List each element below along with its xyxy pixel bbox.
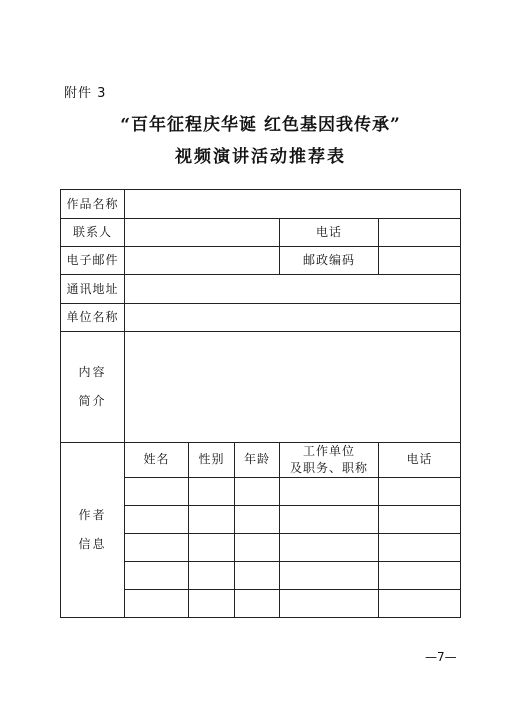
unit-field[interactable] [125,304,461,332]
author-name-cell[interactable] [125,589,189,617]
contact-label: 联系人 [61,219,125,247]
row-contact [61,219,461,247]
author-age-cell[interactable] [235,477,280,505]
col-age-header: 年龄 [235,443,280,478]
col-work-unit-line2: 及职务、职称 [289,460,368,475]
address-label: 通讯地址 [61,275,125,304]
author-label-line1: 作者 [78,508,107,522]
author-work-unit-cell[interactable] [280,477,379,505]
author-age-cell[interactable] [235,589,280,617]
col-work-unit-line1: 工作单位 [302,444,355,458]
author-phone-cell[interactable] [379,477,461,505]
author-phone-cell[interactable] [379,533,461,561]
intro-label-line2: 简介 [78,394,107,408]
author-gender-cell[interactable] [189,533,235,561]
author-work-unit-cell[interactable] [280,505,379,533]
author-phone-cell[interactable] [379,589,461,617]
row-unit [61,304,461,332]
unit-label: 单位名称 [61,304,125,332]
email-label: 电子邮件 [61,247,125,275]
col-name-header: 姓名 [125,443,189,478]
page-title-line2: 视频演讲活动推荐表 [175,147,346,167]
col-gender-header: 性别 [189,443,235,478]
phone-label: 电话 [280,219,379,247]
page-number: —7— [425,650,457,664]
author-work-unit-cell[interactable] [280,533,379,561]
author-age-cell[interactable] [235,505,280,533]
author-name-cell[interactable] [125,477,189,505]
author-gender-cell[interactable] [189,561,235,589]
author-age-cell[interactable] [235,533,280,561]
author-name-cell[interactable] [125,533,189,561]
row-work-name [61,190,461,219]
author-gender-cell[interactable] [189,505,235,533]
work-name-field[interactable] [125,190,461,219]
intro-field[interactable] [125,332,461,443]
author-name-cell[interactable] [125,561,189,589]
email-field[interactable] [125,247,280,275]
author-label-line2: 信息 [78,536,107,551]
author-header-row [61,443,461,478]
address-field[interactable] [125,275,461,304]
author-phone-cell[interactable] [379,505,461,533]
row-address [61,275,461,304]
intro-label-line1: 内容 [78,365,107,380]
author-name-cell[interactable] [125,505,189,533]
postcode-label: 邮政编码 [280,247,379,275]
phone-field[interactable] [379,219,461,247]
row-email [61,247,461,275]
contact-field[interactable] [125,219,280,247]
work-name-label: 作品名称 [61,190,125,219]
col-phone-header: 电话 [379,443,461,478]
author-work-unit-cell[interactable] [280,561,379,589]
author-age-cell[interactable] [235,561,280,589]
row-intro [61,332,461,443]
recommendation-form-table [60,189,461,618]
intro-label [61,332,125,443]
col-work-unit-header [280,443,379,478]
author-work-unit-cell[interactable] [280,589,379,617]
page-title-line1: “百年征程庆华诞 红色基因我传承” [120,115,401,135]
attachment-label: 附件 3 [64,86,107,101]
author-phone-cell[interactable] [379,561,461,589]
author-label [61,443,125,618]
postcode-field[interactable] [379,247,461,275]
author-gender-cell[interactable] [189,589,235,617]
author-gender-cell[interactable] [189,477,235,505]
